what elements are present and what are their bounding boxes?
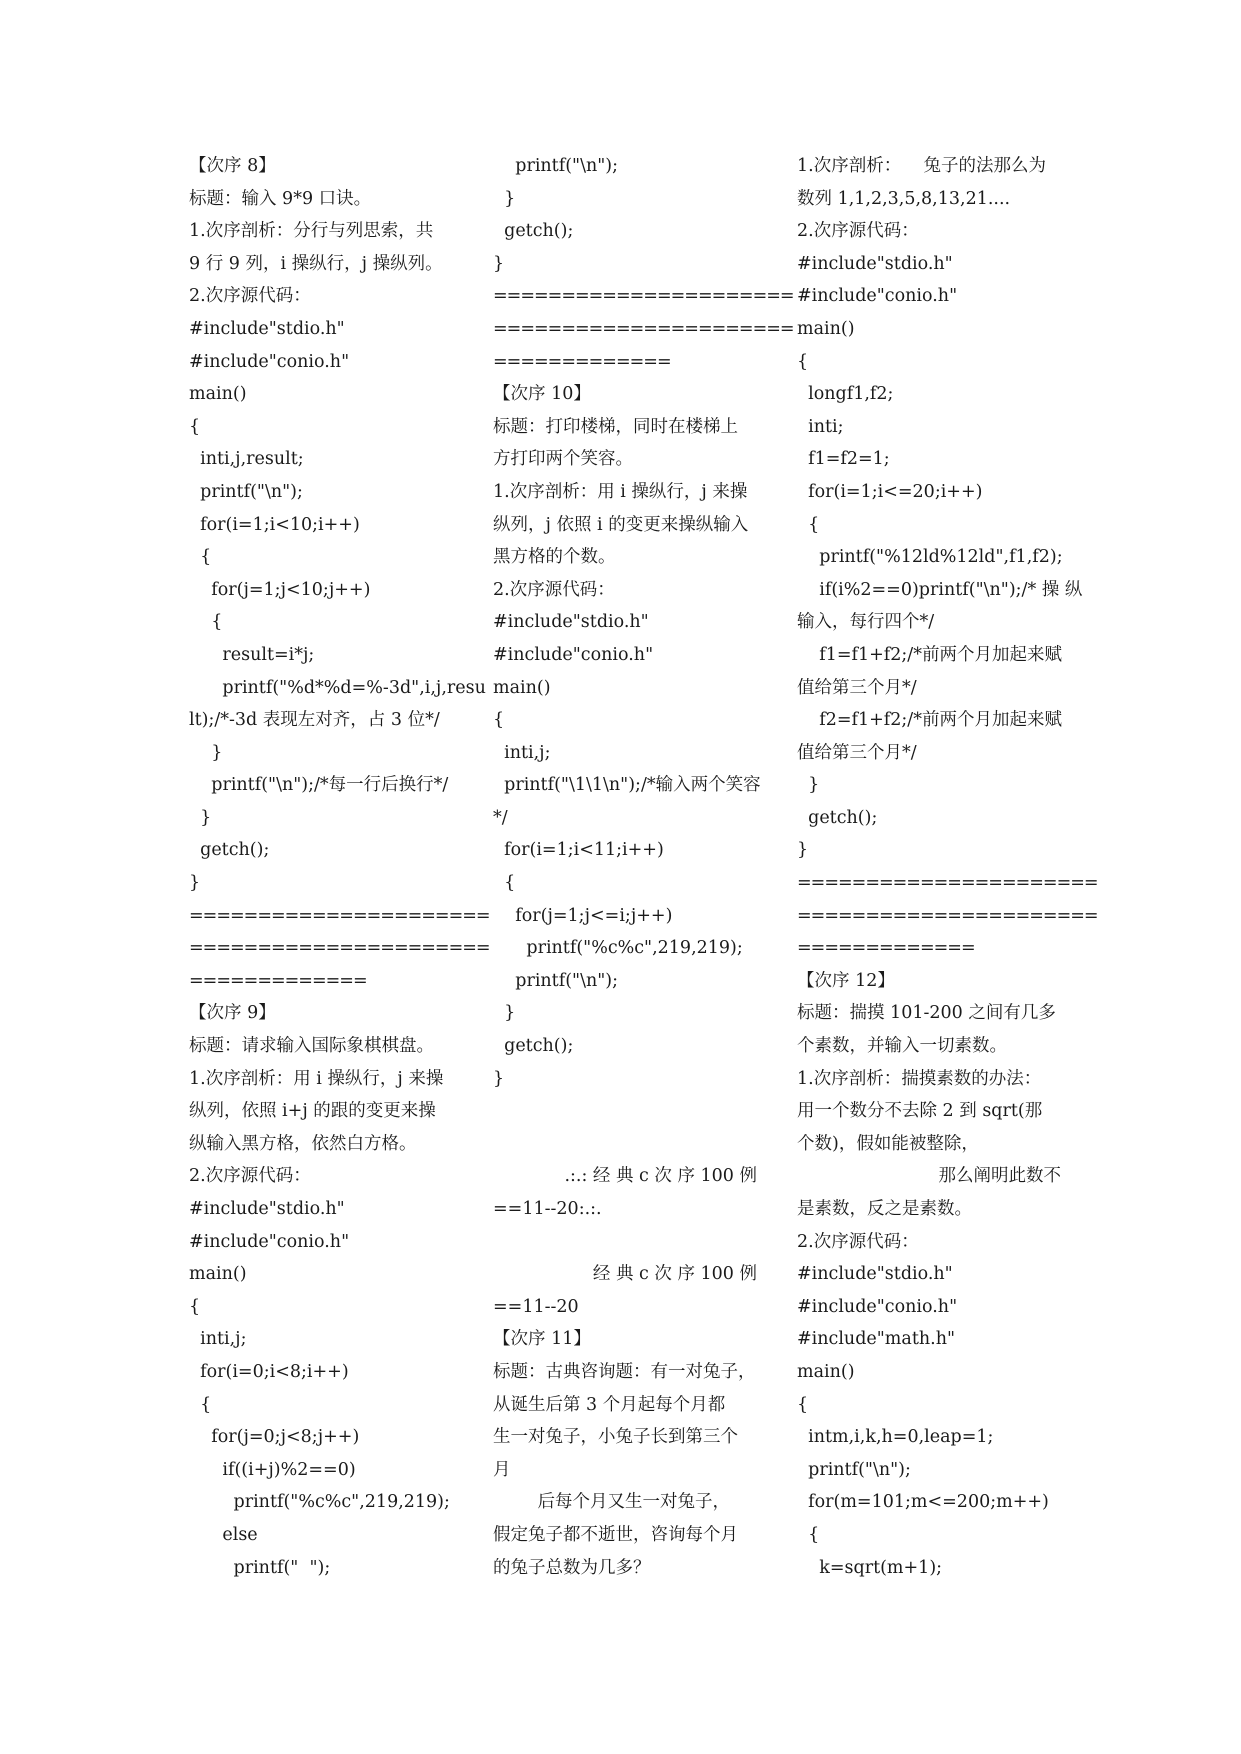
text-line: { (189, 547, 212, 568)
text-line: longf1,f2; (797, 384, 894, 405)
text-line: #include"conio.h" (797, 1296, 958, 1317)
text-line: printf("%c%c",219,219); (189, 1492, 450, 1513)
text-line: 后每个月又生一对兔子， (493, 1492, 731, 1513)
text-line: for(i=1;i<10;i++) (189, 514, 360, 535)
text-line: ==11--20:.:. (493, 1199, 602, 1219)
text-line: main() (797, 318, 855, 339)
text-line: 输入，每行四个*/ (797, 612, 935, 633)
text-line: printf("\1\1\n");/*输入两个笑容 (493, 775, 761, 796)
text-line: { (797, 1524, 820, 1545)
text-line: 标题：古典咨询题：有一对兔子， (493, 1361, 756, 1382)
text-line: printf("%d*%d=%-3d",i,j,resu (189, 677, 486, 698)
text-line: inti; (797, 416, 844, 437)
text-line: { (493, 710, 505, 731)
text-line: getch(); (493, 221, 574, 242)
separator-line: ====================== (493, 318, 794, 339)
text-line: inti,j,result; (189, 449, 304, 470)
text-line: 经 典 c 次 序 100 例 (592, 1264, 757, 1285)
text-line: .:.: 经 典 c 次 序 100 例 (564, 1166, 757, 1187)
separator-line: ============= (797, 938, 975, 959)
text-line: for(j=1;j<=i;j++) (493, 905, 673, 926)
text-line: 个素数，并输入一切素数。 (797, 1036, 1007, 1057)
text-line: lt);/*-3d 表现左对齐，占 3 位*/ (189, 710, 440, 731)
text-line: 标题：揣摸 101-200 之间有几多 (797, 1003, 1056, 1024)
text-line: 1.次序剖析： 兔子的法那么为 (797, 156, 1046, 176)
text-line: { (797, 1394, 809, 1415)
text-line: 标题：请求输入国际象棋棋盘。 (189, 1036, 434, 1057)
text-line: 1.次序剖析：用 i 操纵行，j 来操 (189, 1068, 444, 1089)
text-line: for(j=0;j<8;j++) (189, 1427, 360, 1448)
text-line: printf(" "); (189, 1557, 331, 1578)
text-line: for(i=1;i<=20;i++) (797, 481, 983, 502)
text-line: result=i*j; (189, 644, 315, 665)
text-line (493, 1226, 757, 1259)
text-line: ==11--20 (493, 1296, 579, 1317)
text-line: 【次序 12】 (797, 970, 895, 991)
text-line: getch(); (189, 840, 270, 861)
text-line: { (797, 514, 820, 535)
text-line: } (493, 1068, 505, 1089)
text-column-right (797, 150, 1098, 1584)
text-line: getch(); (797, 807, 878, 828)
text-line: main() (189, 1264, 247, 1285)
text-line: printf("%c%c",219,219); (493, 938, 743, 959)
text-line: 数列 1,1,2,3,5,8,13,21.... (797, 188, 1011, 209)
text-line: printf("\n"); (493, 156, 619, 176)
text-line: 黑方格的个数。 (493, 547, 616, 568)
text-line: #include"stdio.h" (493, 612, 649, 633)
separator-line: ====================== (189, 938, 490, 959)
text-line: 的兔子总数为几多？ (493, 1557, 651, 1578)
text-line: printf("\n"); (797, 1459, 911, 1480)
text-line: 1.次序剖析：揣摸素数的办法： (797, 1068, 1042, 1089)
text-line: 标题：输入 9*9 口诀。 (189, 188, 372, 209)
text-line: } (797, 840, 809, 861)
text-line: } (189, 873, 201, 894)
text-column-left (189, 150, 490, 1584)
text-line: for(j=1;j<10;j++) (189, 579, 371, 600)
text-line: 方打印两个笑容。 (493, 449, 633, 470)
text-line: f2=f1+f2;/*前两个月加起来赋 (797, 710, 1062, 731)
text-line: 标题：打印楼梯，同时在楼梯上 (493, 416, 738, 437)
text-line: 【次序 9】 (189, 1003, 276, 1024)
text-line: } (797, 775, 820, 796)
text-line: 纵输入黑方格，依然白方格。 (189, 1133, 417, 1154)
text-line: f1=f1+f2;/*前两个月加起来赋 (797, 644, 1062, 665)
text-line: 假定兔子都不逝世，咨询每个月 (493, 1524, 738, 1545)
text-line (493, 1095, 757, 1128)
text-line: } (493, 188, 516, 209)
text-line: 月 (493, 1459, 511, 1480)
text-line: printf("%12ld%12ld",f1,f2); (797, 547, 1063, 568)
text-line: inti,j; (189, 1329, 247, 1350)
text-line: if(i%2==0)printf("\n");/* 操 纵 (797, 579, 1083, 600)
text-line: 生一对兔子，小兔子长到第三个 (493, 1427, 738, 1448)
text-line: 2.次序源代码： (797, 1231, 919, 1252)
text-line: 是素数，反之是素数。 (797, 1199, 972, 1219)
text-line: printf("\n");/*每一行后换行*/ (189, 775, 449, 796)
text-line: for(i=1;i<11;i++) (493, 840, 664, 861)
text-line: printf("\n"); (189, 481, 303, 502)
text-line: #include"conio.h" (493, 644, 654, 665)
text-line: */ (493, 807, 508, 828)
separator-line: ====================== (797, 905, 1098, 926)
text-line: 【次序 8】 (189, 156, 276, 176)
text-line: 2.次序源代码： (493, 579, 615, 600)
text-line: 纵列，j 依照 i 的变更来操纵输入 (493, 514, 749, 535)
text-line: 那么阐明此数不 (938, 1166, 1061, 1187)
text-line: #include"conio.h" (189, 351, 350, 372)
text-line: 2.次序源代码： (189, 286, 311, 307)
text-line: 值给第三个月*/ (797, 677, 917, 698)
text-line: #include"stdio.h" (797, 253, 953, 274)
separator-line: ====================== (493, 286, 794, 307)
text-line: } (493, 253, 505, 274)
text-line: #include"stdio.h" (189, 318, 345, 339)
separator-line: ====================== (189, 905, 490, 926)
text-line: #include"math.h" (797, 1329, 956, 1350)
text-line: #include"stdio.h" (189, 1199, 345, 1219)
text-line: main() (493, 677, 551, 698)
text-line: 纵列，依照 i+j 的跟的变更来操 (189, 1101, 436, 1122)
separator-line: ============= (189, 970, 367, 991)
text-line: 值给第三个月*/ (797, 742, 917, 763)
separator-line: ============= (493, 351, 671, 372)
text-line: printf("\n"); (493, 970, 619, 991)
text-line: 从诞生后第 3 个月起每个月都 (493, 1394, 726, 1415)
text-line: main() (797, 1361, 855, 1382)
text-line: getch(); (493, 1036, 574, 1057)
text-line: { (493, 873, 516, 894)
text-line: #include"conio.h" (189, 1231, 350, 1252)
text-line: f1=f2=1; (797, 449, 890, 470)
text-line: main() (189, 384, 247, 405)
text-line: else (189, 1524, 258, 1545)
text-line: 用一个数分不去除 2 到 sqrt(那 (797, 1101, 1043, 1122)
text-line: { (189, 1296, 201, 1317)
text-line: for(m=101;m<=200;m++) (797, 1492, 1049, 1513)
text-line: inti,j; (493, 742, 551, 763)
text-line: } (493, 1003, 516, 1024)
text-line: { (189, 416, 201, 437)
text-line: 【次序 10】 (493, 384, 591, 405)
text-line: if((i+j)%2==0) (189, 1459, 356, 1480)
text-line: intm,i,k,h=0,leap=1; (797, 1427, 994, 1448)
text-line: k=sqrt(m+1); (797, 1557, 943, 1578)
text-line: { (189, 1394, 212, 1415)
separator-line: ====================== (797, 873, 1098, 894)
text-line: #include"conio.h" (797, 286, 958, 307)
text-line: } (189, 807, 212, 828)
text-line: #include"stdio.h" (797, 1264, 953, 1285)
text-line: { (797, 351, 809, 372)
text-line: 2.次序源代码： (189, 1166, 311, 1187)
text-line: } (189, 742, 223, 763)
text-line: { (189, 612, 223, 633)
text-line: 9 行 9 列，i 操纵行，j 操纵列。 (189, 253, 443, 274)
text-line: 1.次序剖析：用 i 操纵行，j 来操 (493, 481, 748, 502)
text-line: 个数)，假如能被整除， (797, 1133, 979, 1154)
text-column-middle (493, 150, 794, 1584)
text-line: 2.次序源代码： (797, 221, 919, 242)
text-line (493, 1128, 757, 1161)
text-line: for(i=0;i<8;i++) (189, 1361, 349, 1382)
text-line: 1.次序剖析：分行与列思索，共 (189, 221, 434, 242)
text-line: 【次序 11】 (493, 1329, 591, 1350)
